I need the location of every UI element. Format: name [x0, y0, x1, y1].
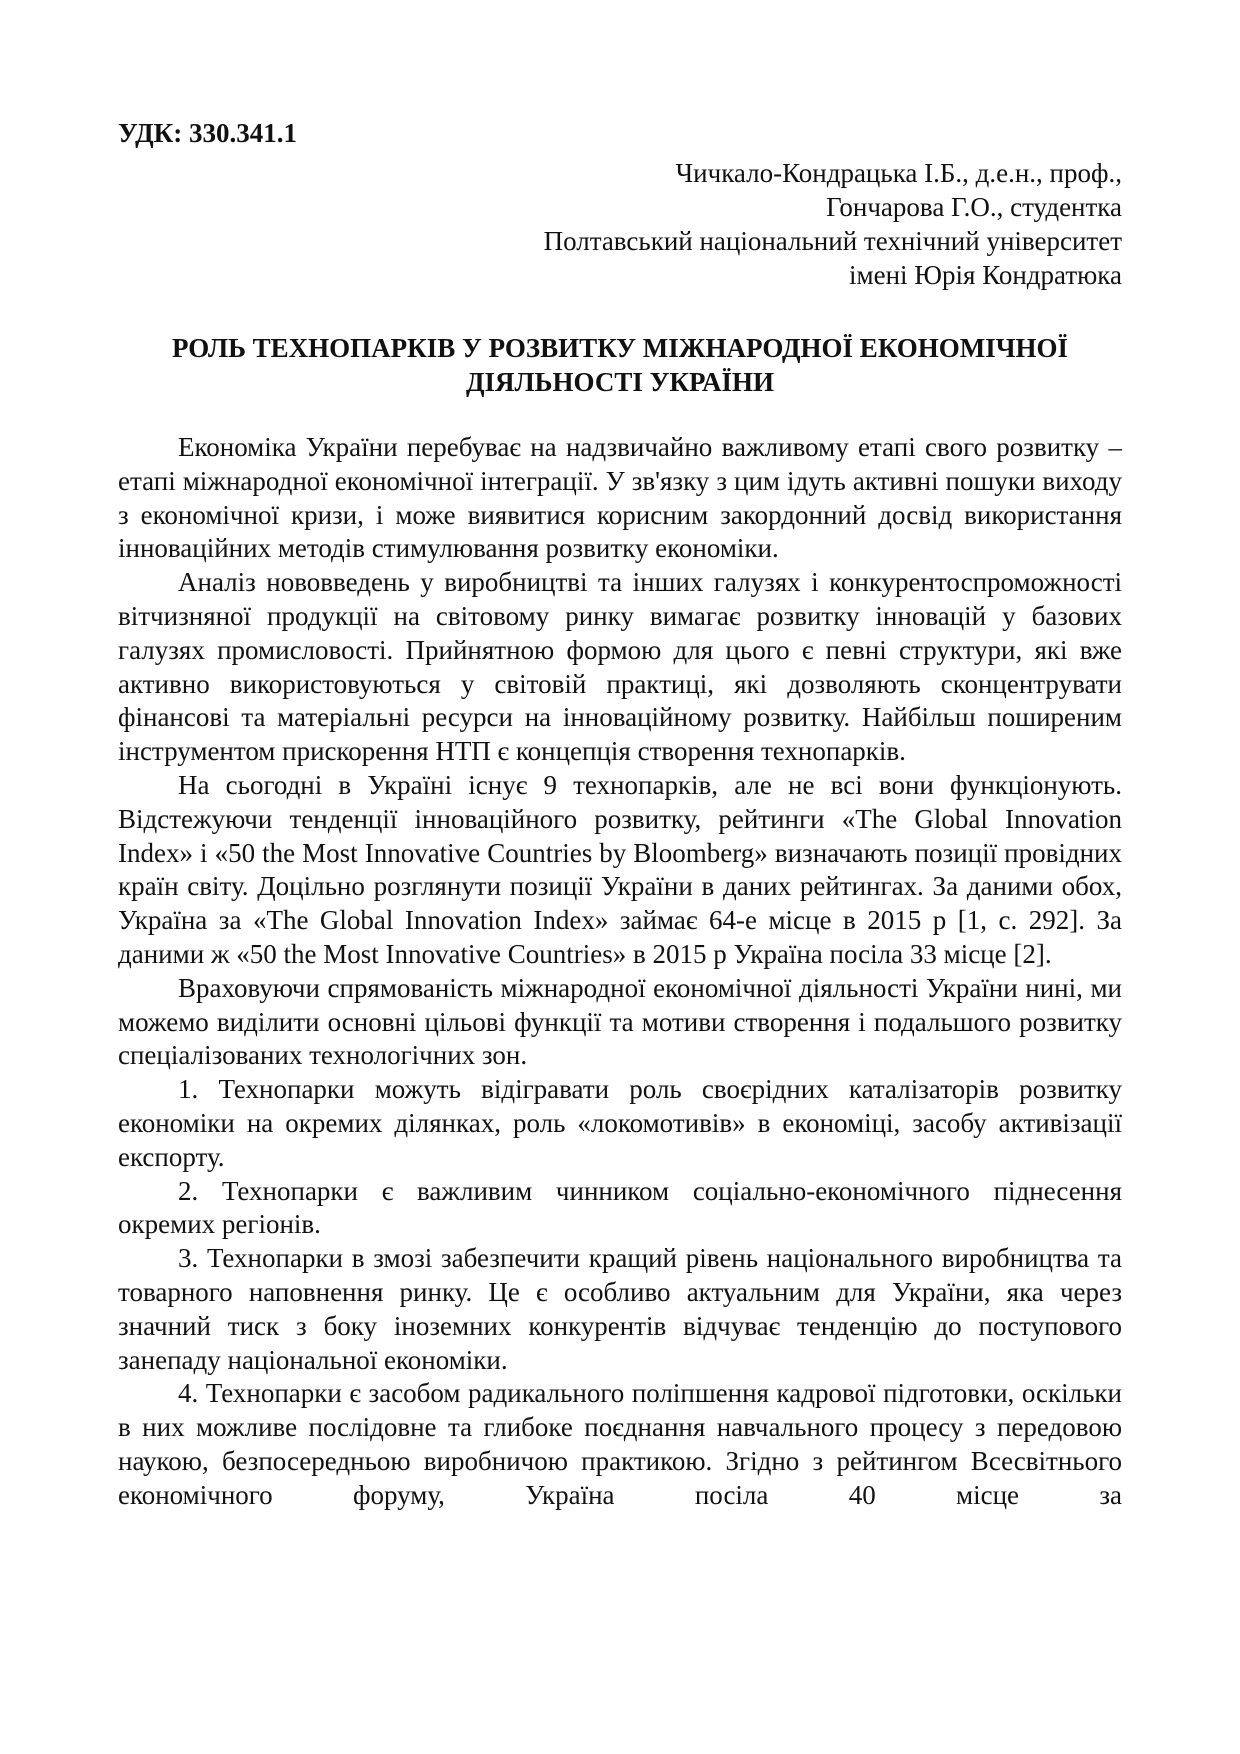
list-item: 3. Технопарки в змозі забезпечити кращий рівень національного виробництва та товарного наповнення ринку. Це є особливо актуальним для України, яка через значний тиск з боку іноземних конкурентів відчуває тенденцію до поступового занепаду національної економіки. — [118, 1243, 1122, 1375]
author-block — [118, 156, 1122, 292]
udk-code: УДК: 330.341.1 — [118, 118, 297, 148]
title-line: ДІЯЛЬНОСТІ УКРАЇНИ — [465, 367, 775, 397]
list-item: 1. Технопарки можуть відігравати роль своєрідних каталізаторів розвитку економіки на окремих ділянках, роль «локомотивів» в економіці, засобу активізації експорту. — [118, 1074, 1122, 1172]
paragraph: Аналіз нововведень у виробництві та інших галузях і конкурентоспроможності вітчизняної продукції на світовому ринку вимагає розвитку інновацій у базових галузях промисловості. Прийнятною формою для цього є певні структури, які вже активно використовуються у світовій практиці, які дозволяють сконцентрувати фінансові та матеріальні ресурси на інноваційному розвитку. Найбільш поширеним інструментом прискорення НТП є концепція створення технопарків. — [118, 567, 1122, 767]
list-item: 4. Технопарки є засобом радикального поліпшення кадрової підготовки, оскільки в них можливе послідовне та глибоке поєднання навчального процесу з передовою наукою, безпосередньою виробничою практикою. Згідно з рейтингом Всесвітнього економічного форуму, Україна посіла 40 місце за — [118, 1378, 1122, 1510]
paragraph: Економіка України перебуває на надзвичайно важливому етапі свого розвитку – етапі міжнародної економічної інтеграції. У зв'язку з цим ідуть активні пошуки виходу з економічної кризи, і може виявитися корисним закордонний досвід використання інноваційних методів стимулювання розвитку економіки. — [118, 432, 1122, 564]
affiliation-line: імені Юрія Кондратюка — [849, 260, 1122, 290]
affiliation-line: Полтавський національний технічний університет — [543, 226, 1122, 256]
list-item: 2. Технопарки є важливим чинником соціально-економічного піднесення окремих регіонів. — [118, 1175, 1122, 1240]
author-line: Чичкало-Кондрацька І.Б., д.е.н., проф., — [675, 158, 1122, 188]
paragraph: Враховуючи спрямованість міжнародної економічної діяльності України нині, ми можемо виділити основні цільові функції та мотиви створення і подальшого розвитку спеціалізованих технологічних зон. — [118, 972, 1122, 1071]
paragraph: На сьогодні в Україні існує 9 технопарків, але не всі вони функціонують. Відстежуючи тенденції інноваційного розвитку, рейтинги «The Global Innovation Index» і «50 the Most Innovative Countries by Bloomberg» визначають позиції провідних країн світу. Доцільно розглянути позиції України в даних рейтингах. За даними обох, Україна за «The Global Innovation Index» займає 64-е місце в 2015 р [1, с. 292]. За даними ж «50 the Most Innovative Countries» в 2015 р Україна посіла 33 місце [2]. — [118, 769, 1122, 969]
article-body — [118, 431, 1122, 1513]
title-line: РОЛЬ ТЕХНОПАРКІВ У РОЗВИТКУ МІЖНАРОДНОЇ ЕКОНОМІЧНОЇ — [171, 333, 1069, 363]
article-title — [118, 331, 1122, 399]
author-line: Гончарова Г.О., студентка — [826, 192, 1122, 222]
